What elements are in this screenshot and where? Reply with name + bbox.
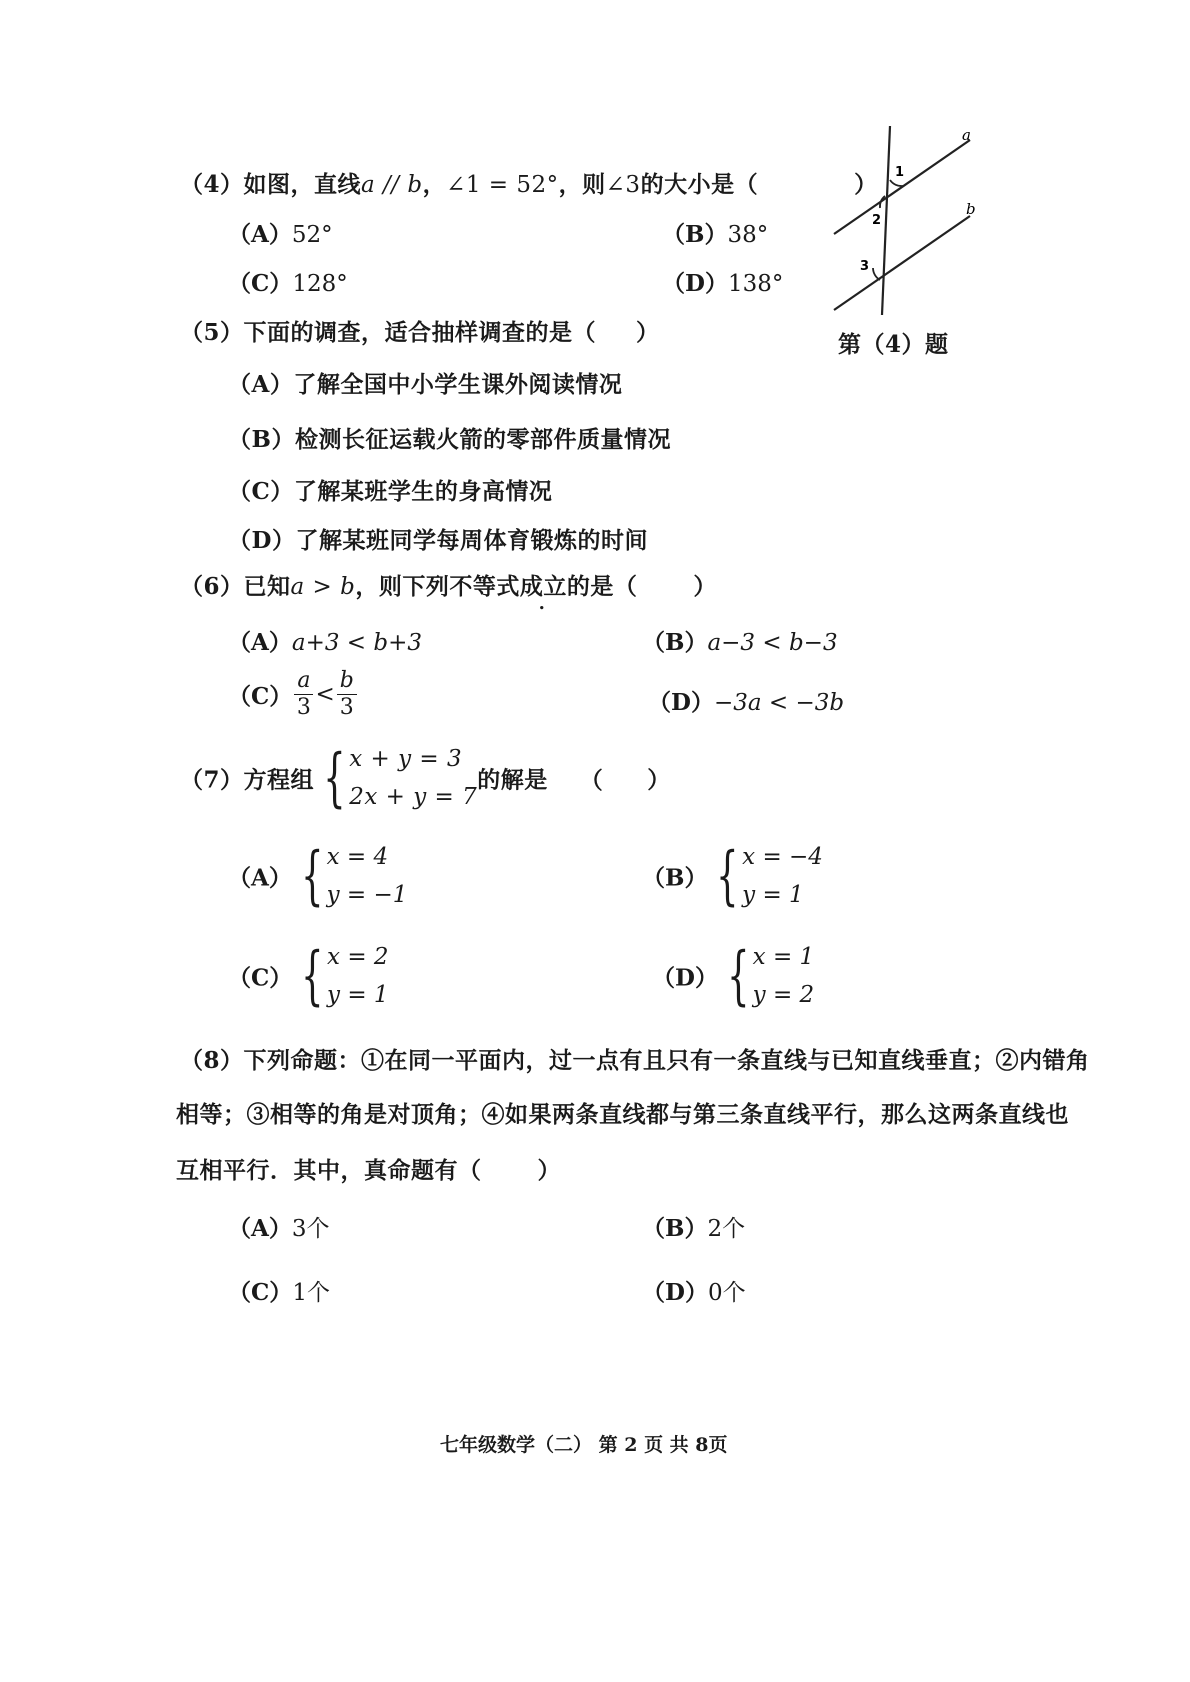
q5-option-b: （B）检测长征运载火箭的零部件质量情况 <box>228 426 671 453</box>
q5-option-a: （A）了解全国中小学生课外阅读情况 <box>228 371 623 398</box>
angle-1-label: 1 <box>895 165 905 180</box>
question-8-line-2: 相等；③相等的角是对顶角；④如果两条直线都与第三条直线平行，那么这两条直线也 <box>176 1101 1069 1128</box>
q6-option-b: （B）a−3 < b−3 <box>642 629 838 656</box>
label-a: a <box>962 126 971 144</box>
q6-option-a: （A）a+3 < b+3 <box>228 629 422 656</box>
q4-option-b: （B）38° <box>662 221 769 248</box>
angle-2-label: 2 <box>872 213 882 228</box>
parallel-lines-figure <box>820 120 1020 325</box>
q5-option-c: （C）了解某班学生的身高情况 <box>228 478 553 505</box>
question-4-stem: （4）如图，直线a // b，∠1 = 52°，则∠3的大小是（ ） <box>180 171 878 198</box>
equation-system: { x + y = 3 2x + y = 7 <box>323 741 478 815</box>
q6-option-d: （D）−3a < −3b <box>648 689 845 716</box>
question-7-stem: （7）方程组 { x + y = 3 2x + y = 7 的解是 （ ） <box>180 741 671 815</box>
q8-option-d: （D）0个 <box>642 1279 746 1306</box>
q7-option-b: （B） { x = −4 y = 1 <box>642 839 823 913</box>
fraction-b-over-3: $\frac{b}{3}$ <box>337 668 357 721</box>
q4-option-c: （C）128° <box>228 270 348 297</box>
q6-option-c: （C） $\frac{a}{3}$ < $\frac{b}{3}$ <box>228 668 359 721</box>
question-8-line-1: （8）下列命题：①在同一平面内，过一点有且只有一条直线与已知直线垂直；②内错角 <box>180 1047 1090 1074</box>
q8-option-b: （B）2个 <box>642 1215 746 1242</box>
q7-option-c: （C） { x = 2 y = 1 <box>228 939 389 1013</box>
q5-option-d: （D）了解某班同学每周体育锻炼的时间 <box>228 527 648 554</box>
line-b <box>834 216 970 310</box>
line-a <box>834 140 970 234</box>
angle-1-arc <box>890 180 903 186</box>
fraction-a-over-3: $\frac{a}{3}$ <box>294 668 313 721</box>
question-6-stem: （6）已知a > b，则下列不等式成立的是（ ） <box>180 573 717 600</box>
q7-option-a: （A） { x = 4 y = −1 <box>228 839 408 913</box>
angle-2-arc <box>880 196 885 208</box>
page-footer: 七年级数学（二） 第 2 页 共 8页 <box>440 1434 728 1456</box>
q4-option-d: （D）138° <box>662 270 784 297</box>
transversal-line <box>882 126 890 315</box>
figure-caption: 第（4）题 <box>838 331 949 358</box>
label-b: b <box>966 200 976 218</box>
q4-option-a: （A）52° <box>228 221 333 248</box>
q7-option-d: （D） { x = 1 y = 2 <box>652 939 815 1013</box>
q8-option-c: （C）1个 <box>228 1279 330 1306</box>
question-8-line-3: 互相平行．其中，真命题有（ ） <box>176 1157 561 1184</box>
q8-option-a: （A）3个 <box>228 1215 330 1242</box>
angle-3-label: 3 <box>860 259 870 274</box>
question-5-stem: （5）下面的调查，适合抽样调查的是（ ） <box>180 319 660 346</box>
